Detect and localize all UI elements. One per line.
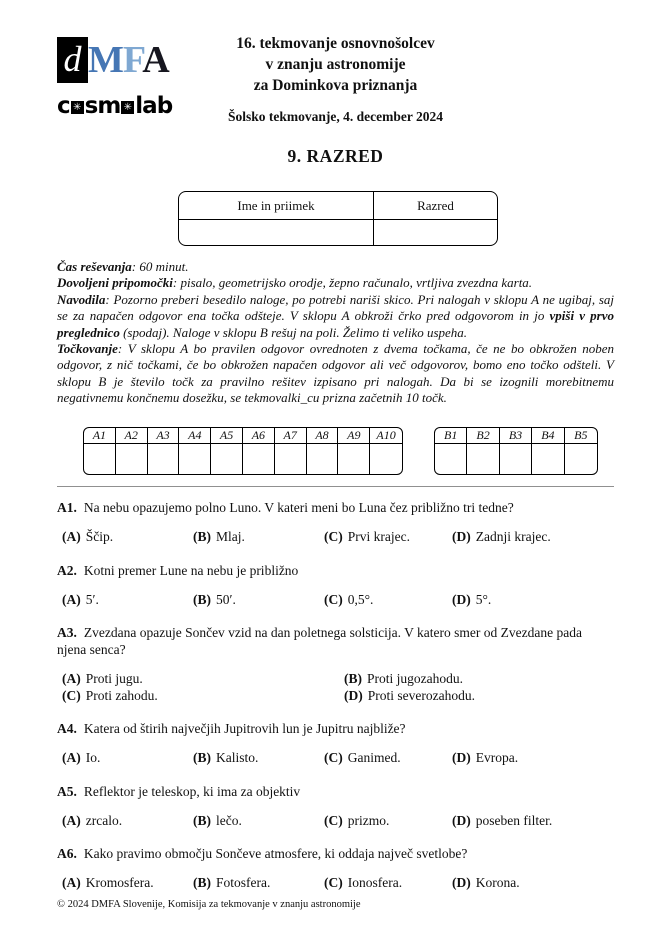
option-letter: (D) <box>452 529 471 544</box>
answer-cell-b5-blank <box>565 444 597 474</box>
instruction-scoring-text: : V sklopu A bo pravilen odgovor ovrednoten z dvema točkama, če ne bo obkrožen noben odgovor, z nič točkami, če bo obkrožen napačen odgovor ali več odgovorov, bomo eno točko odšteli. V sklopu B je število točk za pravilno rešitev izpisano pri nalogah. Da bi se izognili morebitnemu negativnemu končnemu dosežku, se tekmovalki_cu prizna začetnih 10 točk. <box>57 341 614 406</box>
option-text: zrcalo. <box>85 812 123 828</box>
option-c <box>324 529 452 546</box>
option-letter: (B) <box>344 671 362 686</box>
option-letter: (D) <box>452 812 471 828</box>
answer-cell-a3-header: A3 <box>148 428 180 444</box>
dmfa-m-letter: M <box>88 39 123 81</box>
instruction-directions-text-2: (spodaj). Naloge v sklopu B rešuj na poli. Želimo ti veliko uspeha. <box>119 324 468 340</box>
answer-cell-a4-blank <box>179 444 211 474</box>
option-text: Fotosfera. <box>216 875 271 890</box>
option-b <box>193 750 324 767</box>
answer-cell-a10-header: A10 <box>370 428 402 444</box>
option-text: Proti jugozahodu. <box>367 671 463 686</box>
option-letter: (A) <box>62 529 81 544</box>
question-number: A1. <box>57 500 77 515</box>
instruction-scoring-label: Točkovanje <box>57 341 118 357</box>
answer-cell-a7-blank <box>275 444 307 474</box>
question-text: Kotni premer Lune na nebu je približno <box>83 562 299 578</box>
question-a5-options <box>57 813 614 830</box>
option-c <box>62 688 344 705</box>
question-a1 <box>57 499 614 546</box>
option-d <box>452 813 614 830</box>
cosmolab-text-sm: sm <box>84 93 121 119</box>
question-text: Kako pravimo območju Sončeve atmosfere, ki oddaja največ svetlobe? <box>83 846 468 861</box>
option-text: 50′. <box>216 591 236 607</box>
option-letter: (A) <box>62 750 81 765</box>
option-letter: (B) <box>193 875 211 890</box>
instruction-directions-label: Navodila <box>57 291 106 307</box>
option-text: Mlaj. <box>216 529 245 544</box>
name-table <box>178 191 498 246</box>
name-table-blank-name <box>179 220 374 245</box>
name-table-blank-class <box>374 220 497 245</box>
instruction-directions-text-1: : Pozorno preberi besedilo naloge, po potrebi nariši skico. Pri nalogah v sklopu A ne ugibaj, saj se za napačen odgovor ena točka odšteje. V sklopu A obkroži črko pred odgovorom in jo <box>57 291 614 324</box>
option-b <box>193 813 324 830</box>
option-text: 5°. <box>475 591 492 607</box>
option-text: Proti jugu. <box>85 671 143 686</box>
instruction-scoring <box>57 341 614 407</box>
option-a <box>62 813 193 830</box>
option-letter: (D) <box>452 875 471 890</box>
option-a <box>62 592 193 609</box>
title-line-1: 16. tekmovanje osnovnošolcev <box>236 35 435 52</box>
instruction-time <box>57 259 614 275</box>
option-letter: (C) <box>324 529 343 544</box>
answer-cell-b3-blank <box>500 444 532 474</box>
option-d <box>452 592 614 609</box>
option-text: Proti severozahodu. <box>367 687 475 703</box>
option-b <box>193 875 324 892</box>
option-c <box>324 592 452 609</box>
answer-cell-a3-blank <box>148 444 180 474</box>
question-a4-options <box>57 750 614 767</box>
option-d <box>452 750 614 767</box>
option-letter: (C) <box>324 875 343 890</box>
option-text: Korona. <box>475 875 520 890</box>
option-a <box>62 750 193 767</box>
question-a6 <box>57 845 614 892</box>
answer-cell-b4-blank <box>532 444 564 474</box>
grade-heading: 9. RAZRED <box>287 146 384 166</box>
option-d <box>344 688 614 705</box>
option-c <box>324 813 452 830</box>
answer-cell-a2-blank <box>116 444 148 474</box>
name-table-header-name: Ime in priimek <box>179 192 374 220</box>
instruction-directions <box>57 292 614 341</box>
option-letter: (D) <box>452 750 471 765</box>
answer-cell-b1-header: B1 <box>435 428 467 444</box>
answer-cell-a10-blank <box>370 444 402 474</box>
cosmolab-text-lab: lab <box>135 93 173 119</box>
option-letter: (A) <box>62 591 81 607</box>
option-letter: (A) <box>62 671 81 686</box>
option-a <box>62 671 344 688</box>
answer-cell-a8-blank <box>307 444 339 474</box>
answer-cell-a5-blank <box>211 444 243 474</box>
section-divider <box>57 486 614 487</box>
option-letter: (B) <box>193 529 211 544</box>
competition-title <box>0 33 671 125</box>
instruction-tools-text: : pisalo, geometrijsko orodje, žepno računalo, vrtljiva zvezdna karta. <box>172 275 533 291</box>
option-b <box>193 592 324 609</box>
question-a3-options <box>57 671 614 704</box>
answer-cell-b3-header: B3 <box>500 428 532 444</box>
question-a3 <box>57 624 614 704</box>
question-number: A3. <box>57 625 77 640</box>
answer-cell-a1-blank <box>84 444 116 474</box>
option-letter: (D) <box>452 591 471 607</box>
option-text: Evropa. <box>475 750 519 765</box>
option-letter: (A) <box>62 875 81 890</box>
instruction-tools-label: Dovoljeni pripomočki <box>57 275 173 291</box>
answer-cell-a8-header: A8 <box>307 428 339 444</box>
answer-cell-a6-header: A6 <box>243 428 275 444</box>
option-c <box>324 750 452 767</box>
option-d <box>452 875 614 892</box>
option-text: Ščip. <box>85 529 114 544</box>
dmfa-a-letter: A <box>142 39 169 81</box>
question-text: Zvezdana opazuje Sončev vzid na dan poletnega solsticija. V katero smer od Zvezdane pada njena senca? <box>57 625 582 657</box>
option-letter: (D) <box>344 687 363 703</box>
answer-table-b <box>434 427 598 475</box>
answer-cell-a2-header: A2 <box>116 428 148 444</box>
option-text: Ganimed. <box>347 750 401 765</box>
question-number: A4. <box>57 721 77 736</box>
question-a4 <box>57 720 614 767</box>
option-letter: (C) <box>324 591 343 607</box>
cosmolab-star-icon: ✳ <box>121 101 134 114</box>
instructions-block <box>57 259 614 407</box>
option-a <box>62 875 193 892</box>
answer-cell-b2-blank <box>467 444 499 474</box>
question-a2-options <box>57 592 614 609</box>
answer-cell-b1-blank <box>435 444 467 474</box>
question-a5 <box>57 783 614 830</box>
instruction-time-text: : 60 minut. <box>131 259 189 274</box>
option-letter: (A) <box>62 812 81 828</box>
dmfa-d-icon: d <box>57 37 88 83</box>
option-a <box>62 529 193 546</box>
option-text: poseben filter. <box>475 812 553 828</box>
option-text: prizmo. <box>347 812 390 828</box>
title-line-2: v znanju astronomije <box>265 56 406 73</box>
option-text: 5′. <box>85 591 99 607</box>
answer-cell-b2-header: B2 <box>467 428 499 444</box>
option-text: 0,5°. <box>347 591 374 607</box>
question-number: A2. <box>57 562 77 578</box>
instruction-directions-bold: vpiši v prvo preglednico <box>57 308 615 340</box>
option-d <box>452 529 614 546</box>
instruction-tools <box>57 275 614 291</box>
competition-subtitle: Šolsko tekmovanje, 4. december 2024 <box>228 109 443 124</box>
questions-section <box>57 499 614 908</box>
question-a2 <box>57 562 614 609</box>
question-a1-options <box>57 529 614 546</box>
option-text: Zadnji krajec. <box>475 529 551 544</box>
option-text: Io. <box>85 750 101 765</box>
answer-cell-a7-header: A7 <box>275 428 307 444</box>
answer-cell-a9-blank <box>338 444 370 474</box>
name-table-header-class: Razred <box>374 192 497 220</box>
option-letter: (C) <box>324 812 343 828</box>
question-text: Katera od štirih največjih Jupitrovih lun je Jupitru najbliže? <box>83 721 406 736</box>
cosmolab-star-icon: ✳ <box>71 101 84 114</box>
option-letter: (C) <box>62 687 81 703</box>
option-text: Proti zahodu. <box>85 687 158 703</box>
question-text: Reflektor je teleskop, ki ima za objektiv <box>83 783 301 799</box>
option-letter: (B) <box>193 812 211 828</box>
option-letter: (B) <box>193 750 211 765</box>
answer-cell-b5-header: B5 <box>565 428 597 444</box>
question-number: A6. <box>57 846 77 861</box>
answer-cell-a5-header: A5 <box>211 428 243 444</box>
dmfa-f-letter: F <box>122 39 143 81</box>
question-number: A5. <box>57 783 77 799</box>
title-line-3: za Dominkova priznanja <box>253 77 418 94</box>
option-letter: (C) <box>324 750 343 765</box>
answer-cell-a9-header: A9 <box>338 428 370 444</box>
instruction-time-label: Čas reševanja <box>57 259 132 274</box>
answer-cell-a6-blank <box>243 444 275 474</box>
option-text: Prvi krajec. <box>347 529 410 544</box>
answer-table-a <box>83 427 403 475</box>
option-text: Kalisto. <box>216 750 259 765</box>
answer-cell-b4-header: B4 <box>532 428 564 444</box>
option-b <box>193 529 324 546</box>
option-text: Kromosfera. <box>85 875 154 890</box>
option-letter: (B) <box>193 591 211 607</box>
answer-cell-a4-header: A4 <box>179 428 211 444</box>
answer-cell-a1-header: A1 <box>84 428 116 444</box>
option-text: Ionosfera. <box>347 875 403 890</box>
option-text: lečo. <box>216 812 242 828</box>
option-c <box>324 875 452 892</box>
option-b <box>344 671 614 688</box>
copyright-notice: © 2024 DMFA Slovenije, Komisija za tekmovanje v znanju astronomije <box>57 899 361 910</box>
question-a6-options <box>57 875 614 892</box>
question-text: Na nebu opazujemo polno Luno. V kateri meni bo Luna čez približno tri tedne? <box>83 500 514 515</box>
cosmolab-text-c: c <box>57 93 70 119</box>
